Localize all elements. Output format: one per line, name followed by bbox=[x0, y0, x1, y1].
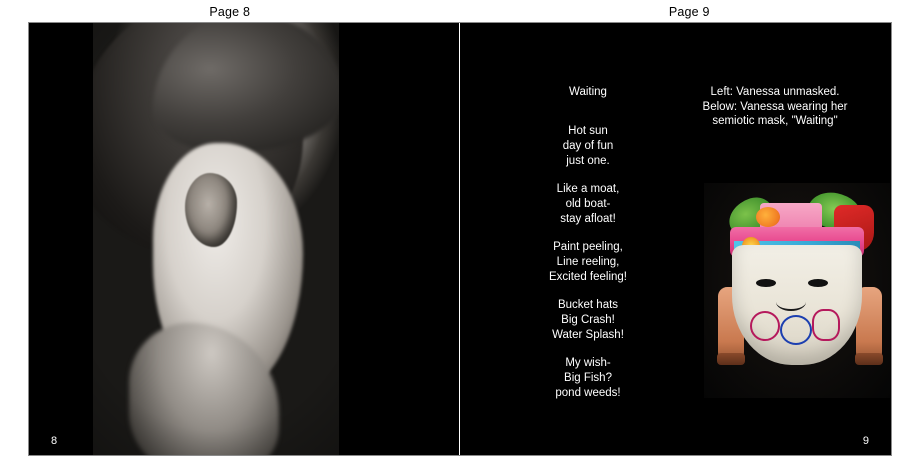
mask-scribble-right bbox=[812, 309, 840, 341]
poem-title: Waiting bbox=[569, 86, 607, 98]
poem-line: Big Crash! bbox=[561, 314, 615, 326]
page-left[interactable] bbox=[29, 23, 460, 455]
mask-eye-left bbox=[756, 279, 776, 287]
mask-eye-right bbox=[808, 279, 828, 287]
page-right[interactable] bbox=[460, 23, 891, 455]
mask-photo bbox=[704, 183, 890, 398]
wrist-left bbox=[717, 353, 745, 365]
caption-line: Below: Vanessa wearing her bbox=[702, 100, 848, 113]
mask-mouth bbox=[776, 293, 806, 311]
caption-line: Left: Vanessa unmasked. bbox=[710, 86, 840, 98]
mask-orange-ball bbox=[756, 207, 780, 227]
page-number-left: 8 bbox=[51, 435, 58, 447]
mask-scribble-left bbox=[750, 311, 780, 341]
poem-line: Paint peeling, bbox=[553, 241, 623, 253]
poem-block bbox=[498, 85, 678, 414]
poem-line: Hot sun bbox=[568, 125, 608, 137]
photo-caption bbox=[668, 85, 882, 129]
caption-line: semiotic mask, "Waiting" bbox=[712, 115, 838, 127]
poem-stanza-3 bbox=[498, 240, 678, 285]
poem-title-stanza bbox=[498, 85, 678, 100]
poem-line: Like a moat, bbox=[556, 183, 620, 195]
poem-line: old boat- bbox=[565, 198, 611, 210]
poem-line: Line reeling, bbox=[556, 256, 620, 268]
poem-line: Big Fish? bbox=[564, 372, 612, 384]
poem-line: Water Splash! bbox=[552, 329, 624, 341]
wrist-right bbox=[855, 353, 883, 365]
page-label-right: Page 9 bbox=[668, 5, 710, 19]
poem-line: Excited feeling! bbox=[549, 271, 627, 283]
poem-line: stay afloat! bbox=[560, 213, 616, 225]
spread-container bbox=[28, 22, 892, 456]
poem-stanza-5 bbox=[498, 356, 678, 401]
poem-line: Bucket hats bbox=[557, 299, 619, 311]
mask-scribble-center bbox=[780, 315, 812, 345]
poem-stanza-4 bbox=[498, 298, 678, 343]
poem-line: day of fun bbox=[562, 140, 614, 152]
portrait-vignette bbox=[93, 23, 339, 455]
page-labels bbox=[0, 0, 919, 24]
poem-line: My wish- bbox=[565, 357, 611, 369]
page-label-left: Page 8 bbox=[209, 5, 251, 19]
poem-stanza-1 bbox=[498, 124, 678, 169]
poem-stanza-2 bbox=[498, 182, 678, 227]
poem-line: pond weeds! bbox=[555, 387, 621, 399]
poem-line: just one. bbox=[566, 155, 610, 167]
portrait-photo bbox=[93, 23, 339, 455]
page-number-right: 9 bbox=[862, 435, 869, 447]
